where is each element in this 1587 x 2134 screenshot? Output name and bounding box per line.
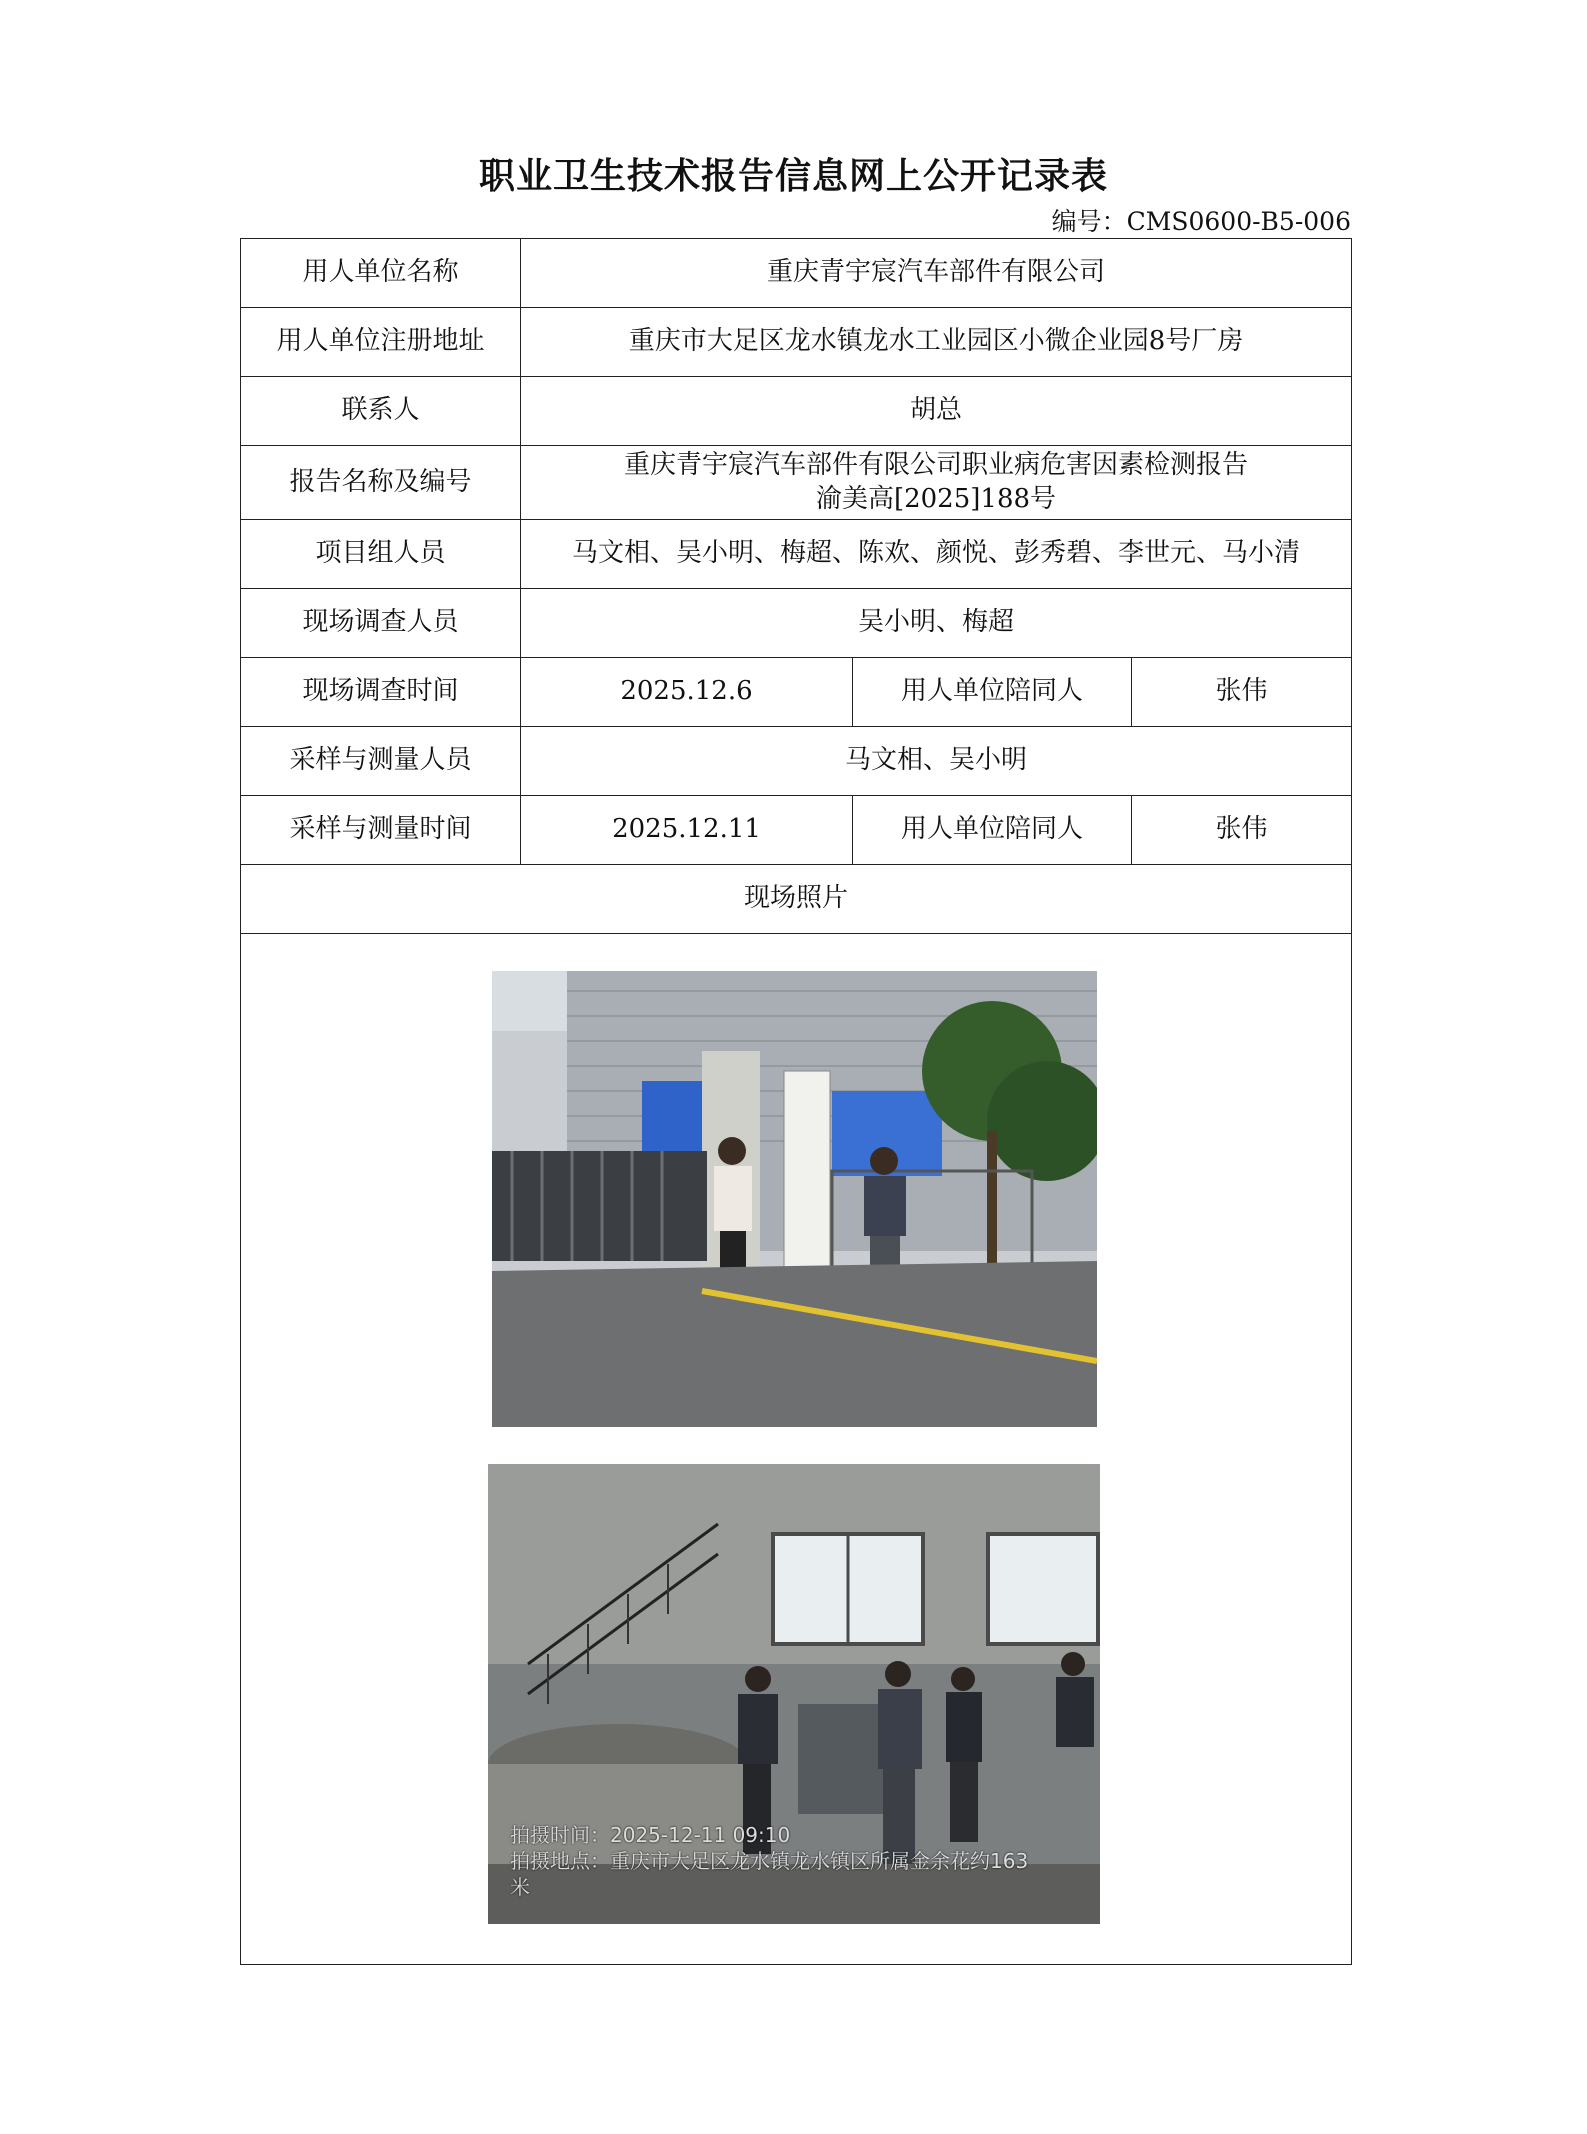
row-report: [241, 446, 1352, 520]
photo-timestamp: 拍摄时间：2025-12-11 09:10: [510, 1823, 791, 1847]
row-unit-name: [241, 239, 1352, 308]
label-address: 用人单位注册地址: [241, 308, 521, 377]
row-survey-staff: [241, 589, 1352, 658]
site-photo-workshop: [488, 1464, 1100, 1924]
row-photos: [241, 934, 1352, 1965]
value-sampling-staff: 马文相、吴小明: [521, 727, 1352, 796]
label-sampling-time: 采样与测量时间: [241, 796, 521, 865]
value-survey-time: 2025.12.6: [521, 658, 853, 727]
label-survey-companion: 用人单位陪同人: [853, 658, 1132, 727]
label-contact: 联系人: [241, 377, 521, 446]
row-address: [241, 308, 1352, 377]
row-team: [241, 520, 1352, 589]
value-address: 重庆市大足区龙水镇龙水工业园区小微企业园8号厂房: [521, 308, 1352, 377]
row-sampling-staff: [241, 727, 1352, 796]
label-survey-staff: 现场调查人员: [241, 589, 521, 658]
site-photo-gate: [492, 971, 1097, 1427]
report-number: 渝美高[2025]188号: [815, 483, 1057, 514]
photo-location-cont: 米: [510, 1875, 530, 1899]
record-form-table: [240, 238, 1352, 1965]
value-sampling-companion: 张伟: [1132, 796, 1352, 865]
document-number: 编号：CMS0600-B5-006: [1051, 207, 1351, 236]
value-team: 马文相、吴小明、梅超、陈欢、颜悦、彭秀碧、李世元、马小清: [521, 520, 1352, 589]
value-survey-staff: 吴小明、梅超: [521, 589, 1352, 658]
label-survey-time: 现场调查时间: [241, 658, 521, 727]
photo-location: 拍摄地点：重庆市大足区龙水镇龙水镇区所属金余花约163: [510, 1849, 1029, 1873]
value-sampling-time: 2025.12.11: [521, 796, 853, 865]
row-contact: [241, 377, 1352, 446]
row-sampling-time: [241, 796, 1352, 865]
label-sampling-companion: 用人单位陪同人: [853, 796, 1132, 865]
value-unit-name: 重庆青宇宸汽车部件有限公司: [521, 239, 1352, 308]
value-survey-companion: 张伟: [1132, 658, 1352, 727]
photos-cell: [241, 934, 1352, 1965]
label-report: 报告名称及编号: [241, 446, 521, 520]
label-photos: 现场照片: [241, 865, 1352, 934]
row-photos-header: [241, 865, 1352, 934]
value-contact: 胡总: [521, 377, 1352, 446]
label-team: 项目组人员: [241, 520, 521, 589]
value-report: [521, 446, 1352, 520]
label-sampling-staff: 采样与测量人员: [241, 727, 521, 796]
label-unit-name: 用人单位名称: [241, 239, 521, 308]
page-title: 职业卫生技术报告信息网上公开记录表: [478, 155, 1108, 197]
row-survey-time: [241, 658, 1352, 727]
report-name: 重庆青宇宸汽车部件有限公司职业病危害因素检测报告: [624, 449, 1249, 480]
gate-photo-image: [492, 971, 1097, 1427]
